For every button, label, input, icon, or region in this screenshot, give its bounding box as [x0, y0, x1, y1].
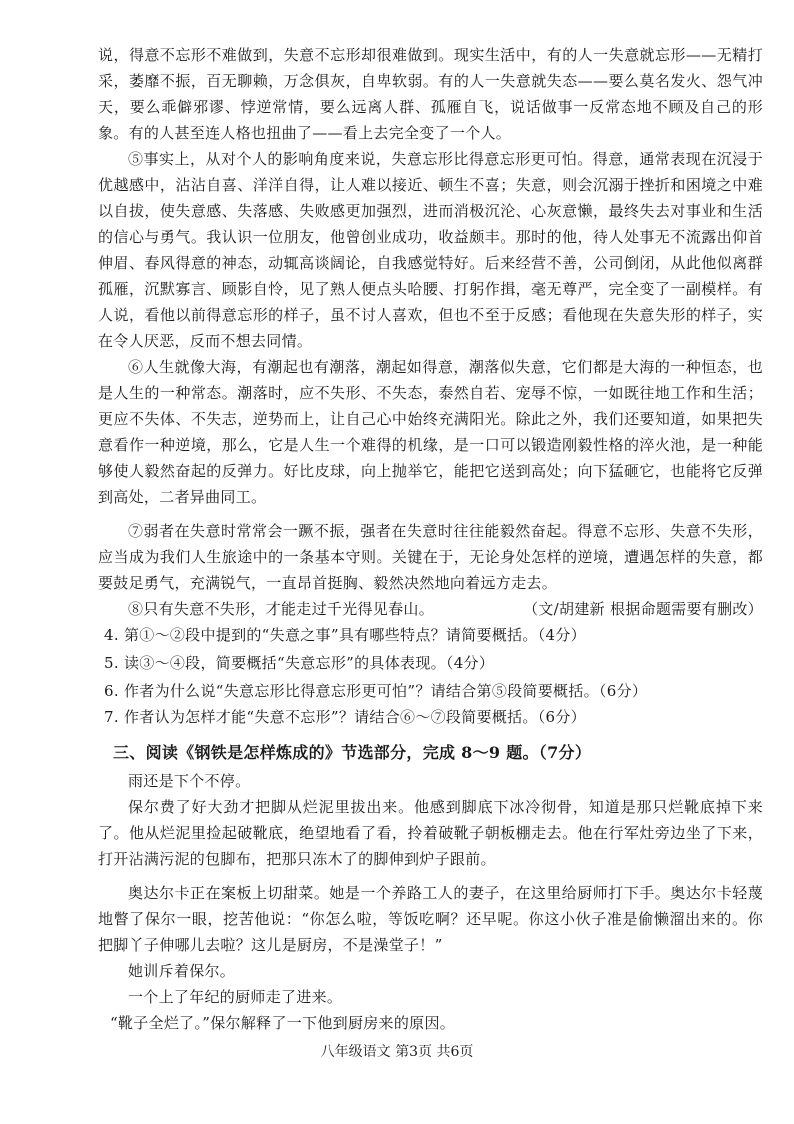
page-footer: 八年级语文 第3页 共6页: [320, 1044, 474, 1060]
section-3-title: 三、阅读《钢铁是怎样炼成的》节选部分，完成 8～9 题。（7分）: [113, 743, 592, 762]
paragraph-7: ⑦弱者在失意时常常会一蹶不振，强者在失意时往往能毅然奋起。得意不忘形、失意不失形，应当成为我们人生旅途中的一条基本守则。关键在于，无论身处怎样的逆境，遭遇怎样的失意，都要鼓足勇气，充满锐气，一直昂首挺胸、毅然决然地向着远方走去。: [98, 522, 763, 592]
question-6: 6. 作者为什么说“失意忘形比得意忘形更可怕”？请结合第⑤段简要概括。（6分）: [104, 682, 648, 700]
novel-line-1: 雨还是下个不停。: [128, 772, 251, 790]
novel-paragraph-2: 保尔费了好大劲才把脚从烂泥里拔出来。他感到脚底下冰冷彻骨，知道是那只烂靴底掉下来了。他从烂泥里捡起破靴底，绝望地看了看，拎着破靴子朝板棚走去。他在行军灶旁边坐了下来，打开沾满污泥的包脚布，把那只冻木了的脚伸到炉子跟前。: [98, 798, 763, 868]
novel-line-5: 一个上了年纪的厨师走了进来。: [128, 988, 343, 1006]
paragraph-8-text: ⑧只有失意不失形，才能走过千光得见春山。: [128, 600, 435, 618]
paragraph-continued: 说，得意不忘形不难做到，失意不忘形却很难做到。现实生活中，有的人一失意就忘形——无精打采，萎靡不振，百无聊赖，万念俱灰，自卑软弱。有的人一失意就失态——要么莫名发火、怨气冲天，要么乖僻邪谬、悖逆常情，要么远离人群、孤雁自飞，说话做事一反常态地不顾及自己的形象。有的人甚至连人格也扭曲了——看上去完全变了一个人。: [98, 46, 763, 142]
novel-line-6: “靴子全烂了。”保尔解释了一下他到厨房来的原因。: [110, 1014, 456, 1032]
paragraph-5: ⑤事实上，从对个人的影响角度来说，失意忘形比得意忘形更可怕。得意，通常表现在沉浸于优越感中，沾沾自喜、洋洋自得，让人难以接近、顿生不喜；失意，则会沉溺于挫折和困境之中难以自拔，使失意感、失落感、失败感更加强烈，进而消极沉沦、心灰意懒，最终失去对事业和生活的信心与勇气。我认识一位朋友，他曾创业成功，收益颇丰。那时的他，待人处事无不流露出仰首伸眉、春风得意的神态，动辄高谈阔论，自我感觉特好。后来经营不善，公司倒闭，从此他似离群孤雁，沉默寡言、顾影自怜，见了熟人便点头哈腰、打躬作揖，毫无尊严，完全变了一副模样。有人说，看他以前得意忘形的样子，虽不讨人喜欢，但也不至于反感；看他现在失意失形的样子，实在令人厌恶，反而不想去同情。: [98, 150, 763, 350]
novel-line-4: 她训斥着保尔。: [128, 962, 236, 980]
source-note: （文/胡建新 根据命题需要有删改）: [523, 600, 763, 618]
question-4: 4. 第①～②段中提到的“失意之事”具有哪些特点？请简要概括。（4分）: [104, 626, 586, 644]
paragraph-6: ⑥人生就像大海，有潮起也有潮落，潮起如得意，潮落似失意，它们都是大海的一种恒态，也是人生的一种常态。潮落时，应不失形、不失态，泰然自若、宠辱不惊，一如既往地工作和生活；更应不失体、不失志，逆势而上，让自己心中始终充满阳光。除此之外，我们还要知道，如果把失意看作一种逆境，那么，它是人生一个难得的机缘，是一口可以锻造刚毅性格的淬火池，是一种能够使人毅然奋起的反弹力。好比皮球，向上抛举它，能把它送到高处；向下猛砸它，也能将它反弹到高处，二者异曲同工。: [98, 358, 763, 506]
question-7: 7. 作者认为怎样才能“失意不忘形”？请结合⑥～⑦段简要概括。（6分）: [104, 708, 586, 726]
question-5: 5. 读③～④段，简要概括“失意忘形”的具体表现。（4分）: [104, 654, 495, 672]
novel-paragraph-3: 奥达尔卡正在案板上切甜菜。她是一个养路工人的妻子，在这里给厨师打下手。奥达尔卡轻蔑地瞥了保尔一眼，挖苦他说：“你怎么啦，等饭吃啊？还早呢。你这小伙子准是偷懒溜出来的。你把脚丫子伸哪儿去啦？这儿是厨房，不是澡堂子！”: [98, 884, 763, 954]
paragraph-8: [98, 596, 763, 622]
